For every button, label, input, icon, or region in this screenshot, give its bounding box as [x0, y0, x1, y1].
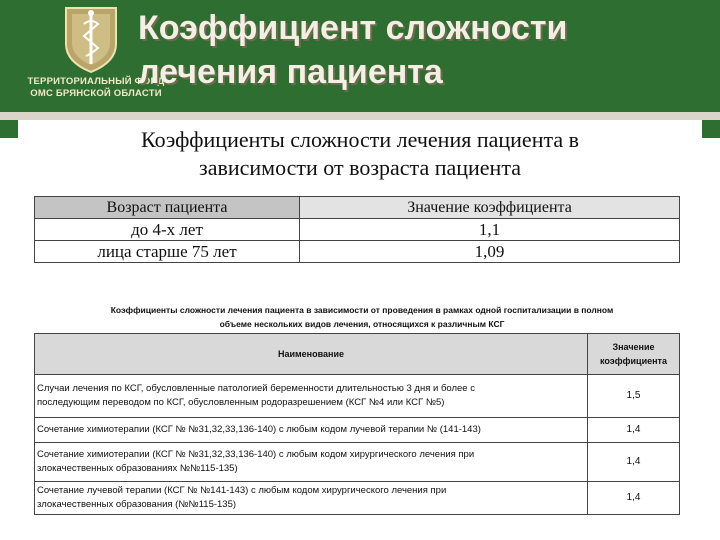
age-heading-line2: зависимости от возраста пациента: [199, 155, 521, 180]
description-line: Сочетание лучевой терапии (КСГ № №141-143) с любым кодом хирургического лечения при: [37, 485, 447, 496]
column-header-value: [588, 334, 680, 375]
column-header-name: Наименование: [35, 334, 588, 375]
coefficient-cell: 1,4: [588, 443, 680, 482]
column-header-value-line1: Значение: [612, 342, 655, 352]
page-title-line1: Коэффициент сложности: [138, 9, 568, 47]
treatment-heading-line2: объеме нескольких видов лечения, относящихся к различным КСГ: [219, 319, 505, 329]
treatment-heading-line1: Коэффициенты сложности лечения пациента в зависимости от проведения в рамках одной госпитализации в полном: [110, 305, 614, 315]
caduceus-shield-icon: [60, 4, 122, 74]
description-line: Сочетание химиотерапии (КСГ № №31,32,33,136-140) с любым кодом лучевой терапии № (141-143): [37, 424, 481, 435]
banner-divider: [0, 112, 720, 120]
description-cell: [35, 375, 588, 418]
coefficient-cell: 1,4: [588, 418, 680, 443]
age-coefficient-table: [34, 196, 680, 263]
table-header-row: [35, 197, 680, 219]
coefficient-cell: 1,1: [300, 219, 680, 241]
coefficient-cell: 1,5: [588, 375, 680, 418]
column-header-value: Значение коэффициента: [300, 197, 680, 219]
table-header-row: [35, 334, 680, 375]
column-header-value-line2: коэффициента: [600, 356, 667, 366]
description-line: злокачественных образования (№№115-135): [37, 499, 237, 510]
description-cell: [35, 443, 588, 482]
table-row: [35, 219, 680, 241]
age-heading-line1: Коэффициенты сложности лечения пациента в: [140, 127, 579, 152]
description-line: злокачественных образованиях №№115-135): [37, 463, 238, 474]
page-title: [138, 6, 678, 94]
table-row: [35, 375, 680, 418]
coefficient-cell: 1,09: [300, 241, 680, 263]
treatment-section-heading: [34, 303, 690, 331]
logo-caption-line1: ТЕРРИТОРИАЛЬНЫЙ ФОНД: [27, 76, 165, 87]
description-cell: [35, 418, 588, 443]
age-cell: до 4-х лет: [35, 219, 300, 241]
column-header-age: Возраст пациента: [35, 197, 300, 219]
treatment-coefficient-table: [34, 333, 680, 515]
table-row: [35, 482, 680, 515]
description-cell: [35, 482, 588, 515]
logo-caption-line2: ОМС БРЯНСКОЙ ОБЛАСТИ: [30, 88, 162, 99]
coefficient-cell: 1,4: [588, 482, 680, 515]
description-line: последующим переводом по КСГ, обусловленным родоразрешением (КСГ №4 или КСГ №5): [37, 397, 445, 408]
age-section-heading: [18, 126, 702, 182]
table-row: [35, 443, 680, 482]
description-line: Сочетание химиотерапии (КСГ № №31,32,33,136-140) с любым кодом хирургического лечения при: [37, 449, 475, 460]
description-line: Случаи лечения по КСГ, обусловленные патологией беременности длительностью 3 дня и более с: [37, 383, 475, 394]
table-row: [35, 241, 680, 263]
age-cell: лица старше 75 лет: [35, 241, 300, 263]
page-title-line2: лечения пациента: [138, 53, 443, 91]
table-row: [35, 418, 680, 443]
